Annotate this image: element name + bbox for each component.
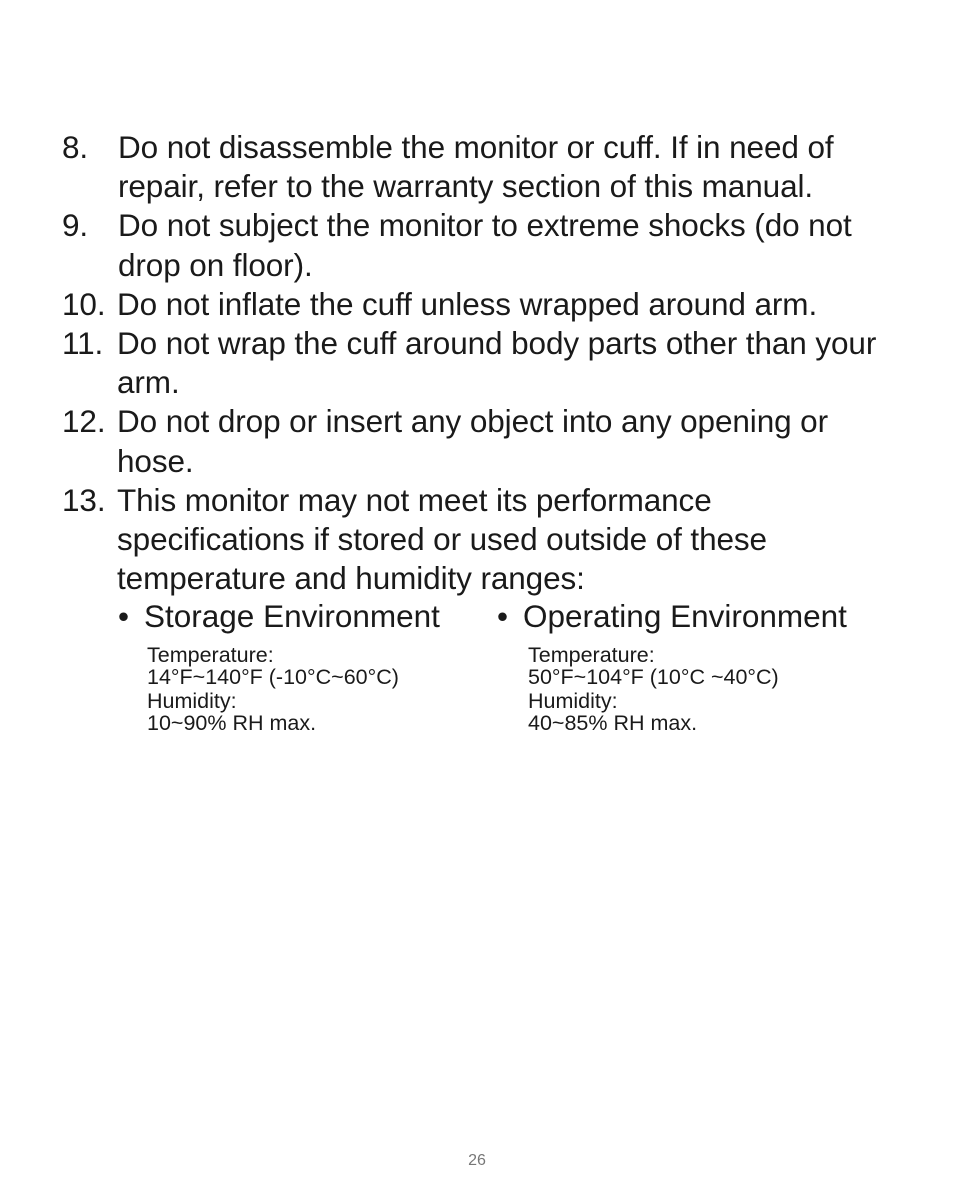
storage-humidity-label: Humidity: [147, 689, 237, 713]
list-item-text: Do not drop or insert any object into any opening or hose. [117, 403, 828, 479]
list-item-text: This monitor may not meet its performance specifications if stored or used outside of these temperature and humidity ranges: [117, 481, 767, 597]
list-item-text: Do not inflate the cuff unless wrapped around arm. [117, 285, 818, 322]
list-item [62, 402, 892, 480]
operating-environment-title: Operating Environment [523, 598, 847, 634]
list-item [62, 206, 892, 284]
list-item-number: 10. [62, 285, 106, 322]
page-number: 26 [468, 1152, 486, 1169]
storage-environment-title: Storage Environment [144, 598, 440, 634]
list-item-number: 11. [62, 325, 104, 362]
list-item [62, 324, 892, 402]
operating-humidity-value: 40~85% RH max. [528, 711, 698, 735]
operating-humidity-label: Humidity: [528, 689, 618, 713]
storage-temperature-label: Temperature: [147, 643, 274, 667]
operating-temperature-label: Temperature: [528, 643, 655, 667]
list-item-number: 12. [62, 403, 106, 440]
list-item-number: 9. [62, 207, 89, 244]
list-item-text: Do not subject the monitor to extreme shocks (do not drop on floor). [118, 207, 852, 283]
storage-environment-heading [118, 597, 440, 636]
list-item-text: Do not wrap the cuff around body parts other than your arm. [117, 325, 877, 401]
operating-temperature-value: 50°F~104°F (10°C ~40°C) [528, 665, 779, 689]
operating-environment-heading [497, 597, 847, 636]
storage-humidity-value: 10~90% RH max. [147, 711, 317, 735]
storage-specs [147, 644, 399, 734]
operating-specs [528, 644, 779, 734]
warning-list [62, 128, 892, 598]
list-item [62, 481, 892, 599]
list-item-number: 13. [62, 481, 106, 518]
bullet-icon: • [118, 598, 130, 634]
list-item [62, 285, 892, 324]
list-item-text: Do not disassemble the monitor or cuff. If in need of repair, refer to the warranty section of this manual. [118, 129, 834, 205]
list-item-number: 8. [62, 129, 89, 165]
list-item [62, 128, 892, 206]
storage-temperature-value: 14°F~140°F (-10°C~60°C) [147, 665, 399, 689]
bullet-icon: • [497, 598, 509, 634]
